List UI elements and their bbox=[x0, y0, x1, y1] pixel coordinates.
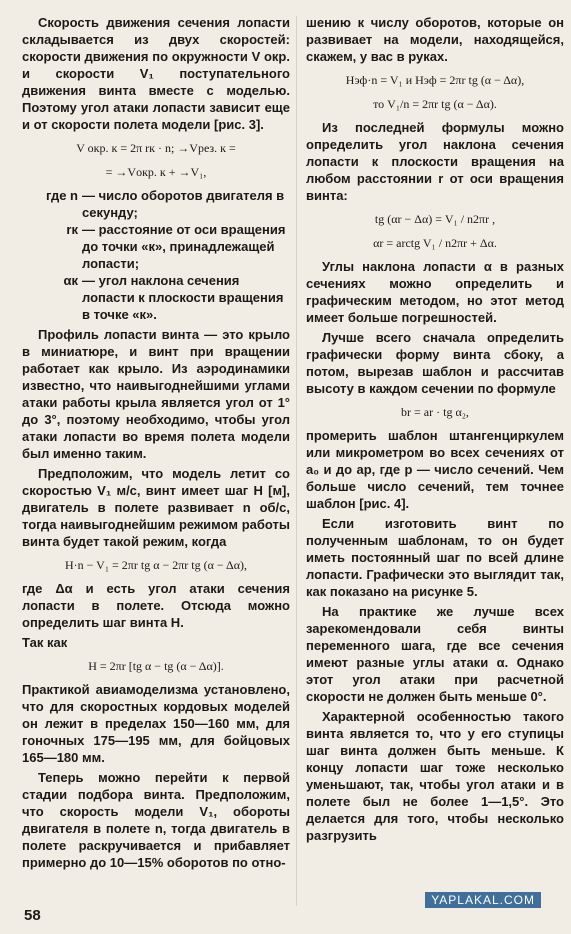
formula: H = 2πr [tg α − tg (α − Δα)]. bbox=[88, 659, 224, 673]
right-column bbox=[306, 14, 564, 847]
paragraph: Предположим, что модель летит со скоростью V₁ м/с, винт имеет шаг H [м], двигатель в полете развивает n об/с, тогда наивыгоднейшим режимом работы винта будет такой режим, когда bbox=[22, 466, 290, 549]
definition-term: rк bbox=[66, 222, 78, 237]
paragraph: На практике же лучше всех зарекомендовали себя винты переменного шага, где все сечения имеют разные углы атаки α. Однако этот угол атаки при расчетной скорости не должен быть меньше 0°. bbox=[306, 604, 564, 704]
paragraph: Характерной особенностью такого винта является то, что у его ступицы шаг винта должен быть меньше. К концу лопасти шаг тоже несколько уменьшают, так, чтобы угол атаки и в полете был не более 1—1,5°. Это делается для того, чтобы несколько разгрузить bbox=[306, 709, 564, 843]
paragraph: Если изготовить винт по полученным шаблонам, то он будет иметь постоянный шаг по всей длине лопасти. Графически это выглядит так, как показано на рисунке 5. bbox=[306, 516, 564, 599]
paragraph: Лучше всего сначала определить графически форму винта сбоку, а потом, вырезав шаблон и рассчитав высоту в каждом сечении по формуле bbox=[306, 330, 564, 396]
formula: H·n − V₁ = 2πr tg α − 2πr tg (α − Δα), bbox=[64, 558, 248, 572]
definition bbox=[22, 187, 290, 221]
page-number: 58 bbox=[24, 907, 41, 924]
paragraph: Практикой авиамоделизма установлено, что для скоростных кордовых моделей он лежит в пределах 150—160 мм, для гоночных 175—195 мм, для бойцовых 165—180 мм. bbox=[22, 682, 290, 765]
formula: Hэф·n = V₁ и Hэф = 2πr tg (α − Δα), bbox=[345, 73, 525, 87]
paragraph: Так как bbox=[22, 635, 68, 650]
paragraph: где Δα и есть угол атаки сечения лопасти в полете. Отсюда можно определить шаг винта H. bbox=[22, 581, 290, 630]
paragraph: шению к числу оборотов, которые он развивает на модели, находящейся, скажем, у вас в руках. bbox=[306, 15, 564, 64]
definition bbox=[22, 272, 290, 323]
formula: tg (αr − Δα) = V₁ / n2πr , bbox=[374, 212, 496, 226]
paragraph: Скорость движения сечения лопасти складывается из двух скоростей: скорости движения по окружности V окр. и скорости V₁ поступательного движения винта вместе с моделью. Поэтому угол атаки лопасти зависит еще и от скорости полета модели [рис. 3]. bbox=[22, 15, 290, 132]
watermark: YAPLAKAL.COM bbox=[425, 892, 541, 908]
paragraph: промерить шаблон штангенциркулем или микрометром во всех сечениях от a₀ и до aр, где р — число сечений. Чем больше число сечений, тем точнее шаблон [рис. 4]. bbox=[306, 428, 564, 511]
paragraph: Из последней формулы можно определить угол наклона сечения лопасти к плоскости вращения на любом расстоянии r от оси вращения винта: bbox=[306, 120, 564, 203]
paragraph: Теперь можно перейти к первой стадии подбора винта. Предположим, что скорость модели V₁, обороты двигателя в полете n, тогда двигатель в полете раскручивается и прибавляет примерно до 10—15% оборотов по отно- bbox=[22, 770, 290, 870]
formula: = →Vокр. к + →V₁, bbox=[105, 165, 207, 179]
column-divider bbox=[296, 16, 297, 906]
paragraph: Углы наклона лопасти α в разных сечениях можно определить и графическим методом, но этот метод имеет больше погрешностей. bbox=[306, 259, 564, 325]
formula: то V₁/n = 2πr tg (α − Δα). bbox=[373, 97, 497, 111]
formula: br = ar · tg α₂, bbox=[401, 405, 469, 419]
formula: αr = arctg V₁ / n2πr + Δα. bbox=[373, 236, 497, 250]
definition-text: — число оборотов двигателя в секунду; bbox=[82, 188, 285, 220]
left-column bbox=[22, 14, 290, 874]
definition bbox=[22, 221, 290, 272]
definition-text: — расстояние от оси вращения до точки «к», принадлежащей лопасти; bbox=[82, 222, 286, 271]
definition-term: αк bbox=[63, 273, 78, 288]
formula: V окр. к = 2π rк · n; →Vрез. к = bbox=[76, 141, 236, 155]
paragraph: Профиль лопасти винта — это крыло в миниатюре, и винт при вращении работает как крыло. Из аэродинамики известно, что наивыгоднейшими углами атаки работы крыла является угол от 1° до 3°, поэтому необходимо, чтобы угол атаки лопасти во время полета модели был именно таким. bbox=[22, 327, 290, 461]
definition-term: где n bbox=[46, 188, 78, 203]
definition-text: — угол наклона сечения лопасти к плоскости вращения в точке «к». bbox=[82, 273, 284, 322]
